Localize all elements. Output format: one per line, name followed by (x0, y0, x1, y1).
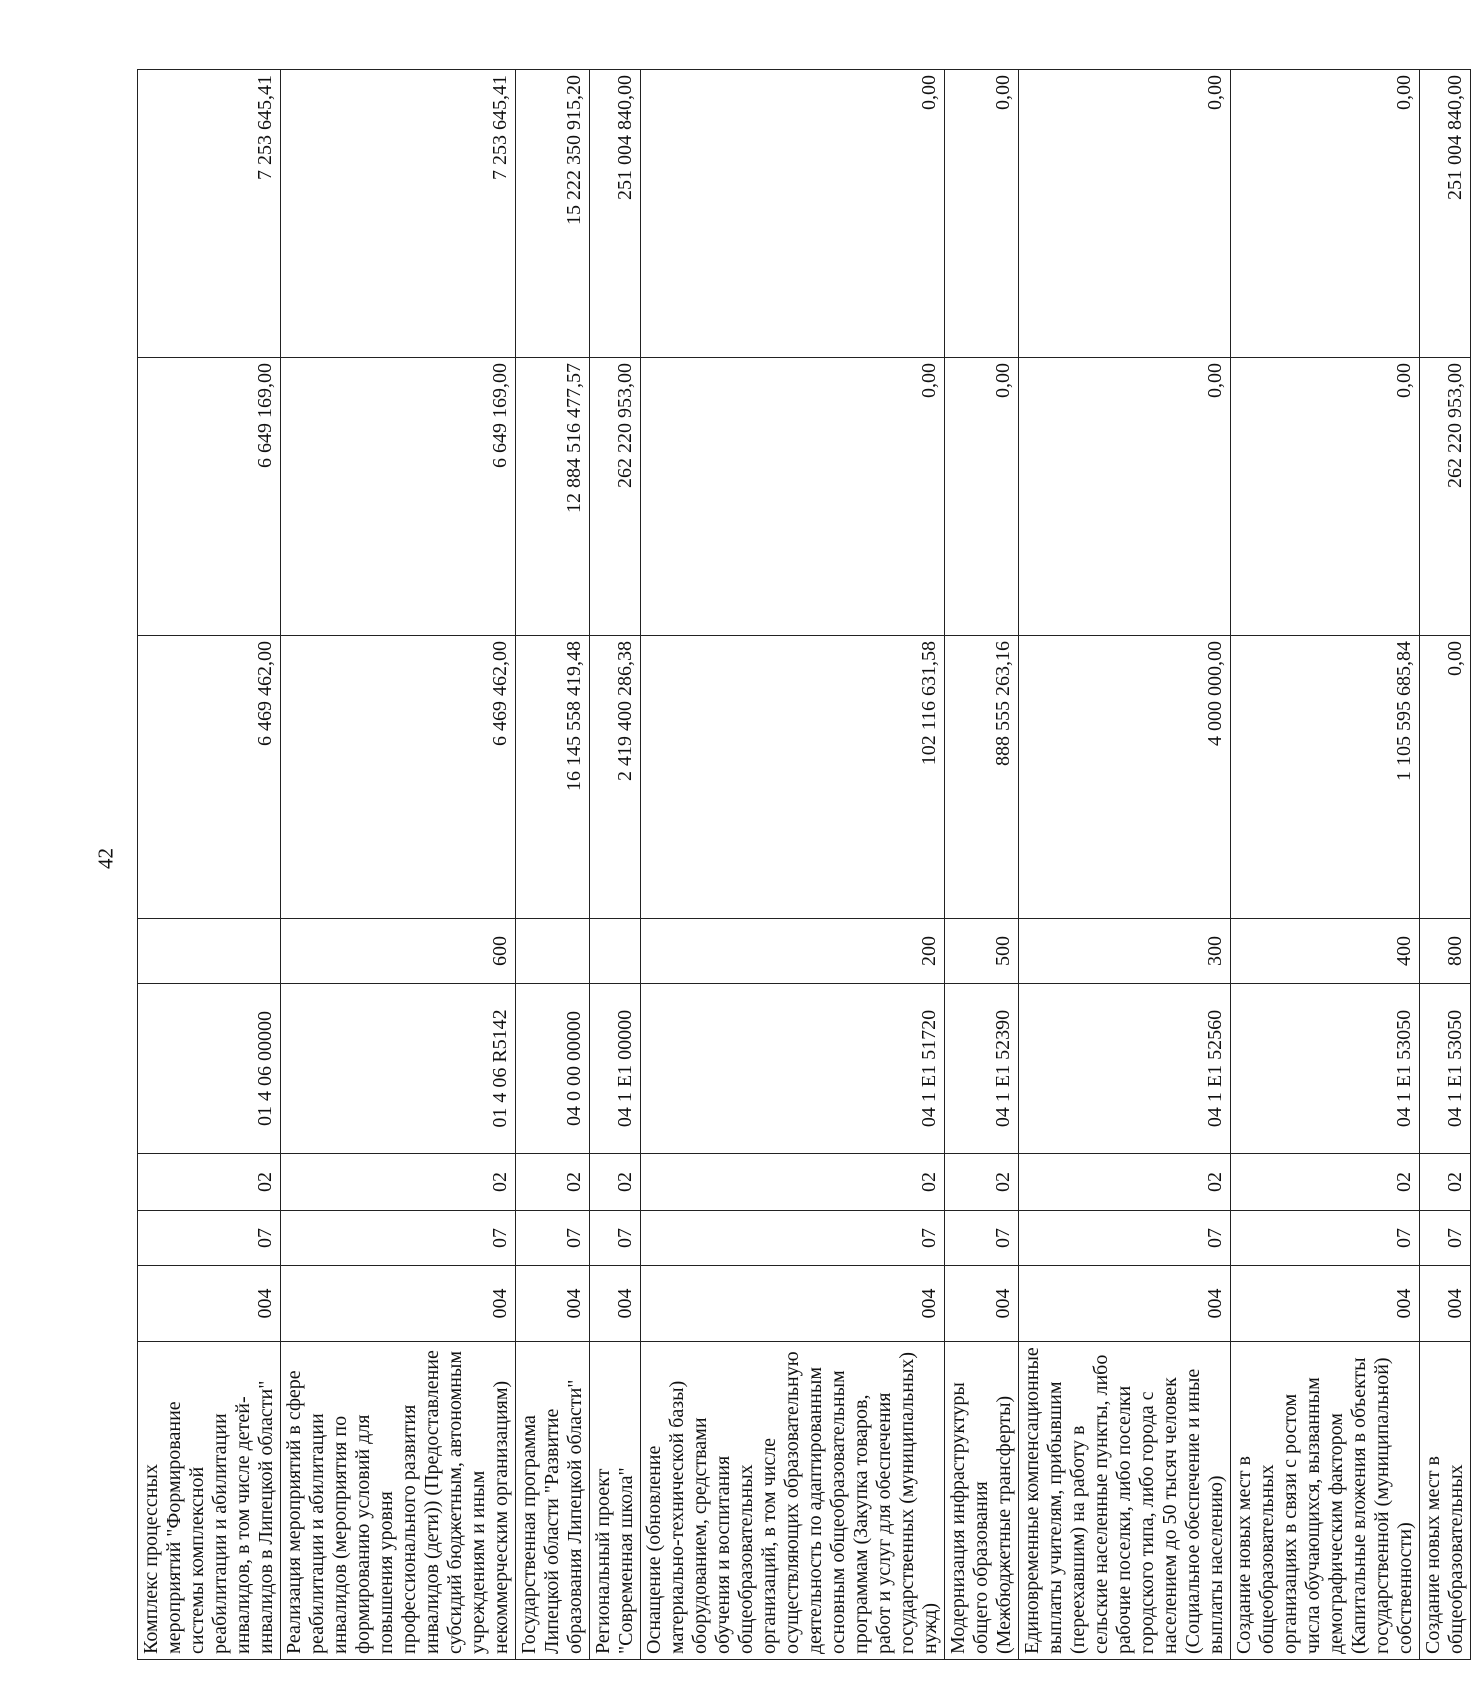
row-grbs: 004 (281, 1266, 516, 1342)
row-subsection: 02 (1019, 1154, 1231, 1211)
row-subsection: 02 (138, 1154, 281, 1211)
row-sum-1: 888 555 263,16 (945, 636, 1019, 919)
row-vr: 800 (1420, 919, 1471, 984)
row-vr: 500 (945, 919, 1019, 984)
row-target: 04 1 E1 52560 (1019, 984, 1231, 1154)
row-name: Модернизация инфраструктуры общего образования (Межбюджетные трансферты) (945, 1342, 1019, 1660)
table-row (138, 70, 281, 1660)
row-sum-1: 16 145 558 419,48 (516, 636, 590, 919)
table-row (1231, 70, 1420, 1660)
row-subsection: 02 (1420, 1154, 1471, 1211)
row-vr (516, 919, 590, 984)
row-target: 04 1 E1 53050 (1420, 984, 1471, 1154)
row-subsection: 02 (281, 1154, 516, 1211)
row-section: 07 (138, 1211, 281, 1266)
row-subsection: 02 (1231, 1154, 1420, 1211)
row-sum-1: 102 116 631,58 (641, 636, 945, 919)
row-grbs: 004 (138, 1266, 281, 1342)
row-name: Комплекс процессных мероприятий "Формирование системы комплексной реабилитации и абилитации инвалидов, в том числе детей-инвалидов в Липецкой области" (138, 1342, 281, 1660)
table-row (516, 70, 590, 1660)
row-vr: 600 (281, 919, 516, 984)
row-sum-2: 6 649 169,00 (281, 358, 516, 636)
row-vr: 300 (1019, 919, 1231, 984)
row-grbs: 004 (945, 1266, 1019, 1342)
row-vr (590, 919, 641, 984)
row-grbs: 004 (516, 1266, 590, 1342)
row-name: Региональный проект "Современная школа" (590, 1342, 641, 1660)
row-sum-1: 6 469 462,00 (138, 636, 281, 919)
row-sum-2: 262 220 953,00 (1420, 358, 1471, 636)
row-sum-3: 251 004 840,00 (1420, 70, 1471, 358)
row-grbs: 004 (1019, 1266, 1231, 1342)
row-subsection: 02 (945, 1154, 1019, 1211)
page-number: 42 (93, 848, 118, 869)
row-sum-2: 262 220 953,00 (590, 358, 641, 636)
row-name: Реализация мероприятий в сфере реабилитации и абилитации инвалидов (мероприятия по формированию условий для повышения уровня профессионального развития инвалидов (дети)) (Предоставление субсидий бюджетным, автономным учреждениям и иным некоммерческим организациям) (281, 1342, 516, 1660)
table-row (1420, 70, 1471, 1660)
table-row (590, 70, 641, 1660)
table-row (1019, 70, 1231, 1660)
row-sum-1: 0,00 (1420, 636, 1471, 919)
row-sum-3: 0,00 (945, 70, 1019, 358)
row-vr (138, 919, 281, 984)
row-sum-3: 15 222 350 915,20 (516, 70, 590, 358)
row-subsection: 02 (641, 1154, 945, 1211)
row-sum-3: 251 004 840,00 (590, 70, 641, 358)
row-grbs: 004 (1420, 1266, 1471, 1342)
table-row (945, 70, 1019, 1660)
row-sum-3: 7 253 645,41 (281, 70, 516, 358)
row-sum-1: 2 419 400 286,38 (590, 636, 641, 919)
row-section: 07 (516, 1211, 590, 1266)
row-grbs: 004 (1231, 1266, 1420, 1342)
row-sum-2: 0,00 (1231, 358, 1420, 636)
row-grbs: 004 (641, 1266, 945, 1342)
row-section: 07 (1019, 1211, 1231, 1266)
row-sum-1: 4 000 000,00 (1019, 636, 1231, 919)
row-subsection: 02 (516, 1154, 590, 1211)
row-target: 01 4 06 00000 (138, 984, 281, 1154)
table-row (281, 70, 516, 1660)
row-target: 04 1 E1 00000 (590, 984, 641, 1154)
row-section: 07 (1231, 1211, 1420, 1266)
row-section: 07 (590, 1211, 641, 1266)
row-name: Создание новых мест в общеобразовательных (1420, 1342, 1471, 1660)
row-sum-2: 0,00 (945, 358, 1019, 636)
row-target: 01 4 06 R5142 (281, 984, 516, 1154)
row-target: 04 1 E1 52390 (945, 984, 1019, 1154)
budget-table (137, 69, 1471, 1660)
table-row (641, 70, 945, 1660)
row-vr: 200 (641, 919, 945, 984)
row-sum-3: 7 253 645,41 (138, 70, 281, 358)
row-sum-2: 0,00 (1019, 358, 1231, 636)
row-subsection: 02 (590, 1154, 641, 1211)
row-sum-2: 6 649 169,00 (138, 358, 281, 636)
row-section: 07 (641, 1211, 945, 1266)
rotated-table-container (137, 70, 1467, 1660)
row-sum-1: 6 469 462,00 (281, 636, 516, 919)
row-section: 07 (945, 1211, 1019, 1266)
row-name: Создание новых мест в общеобразовательных организациях в связи с ростом числа обучающихся, вызванным демографическим фактором (Капитальные вложения в объекты государственной (муниципальной) собственности) (1231, 1342, 1420, 1660)
row-target: 04 1 E1 51720 (641, 984, 945, 1154)
row-name: Единовременные компенсационные выплаты учителям, прибывшим (переехавшим) на работу в сельские населенные пункты, либо рабочие поселки, либо поселки городского типа, либо города с населением до 50 тысяч человек (Социальное обеспечение и иные выплаты населению) (1019, 1342, 1231, 1660)
row-sum-3: 0,00 (641, 70, 945, 358)
row-section: 07 (281, 1211, 516, 1266)
row-section: 07 (1420, 1211, 1471, 1266)
row-sum-3: 0,00 (1019, 70, 1231, 358)
row-name: Оснащение (обновление материально-технической базы) оборудованием, средствами обучения и воспитания общеобразовательных организаций, в том числе осуществляющих образовательную деятельность по адаптированным основным общеобразовательным программам (Закупка товаров, работ и услуг для обеспечения государственных (муниципальных) нужд) (641, 1342, 945, 1660)
row-sum-2: 0,00 (641, 358, 945, 636)
row-sum-3: 0,00 (1231, 70, 1420, 358)
row-name: Государственная программа Липецкой области "Развитие образования Липецкой области" (516, 1342, 590, 1660)
row-vr: 400 (1231, 919, 1420, 984)
row-sum-2: 12 884 516 477,57 (516, 358, 590, 636)
row-target: 04 0 00 00000 (516, 984, 590, 1154)
row-grbs: 004 (590, 1266, 641, 1342)
row-target: 04 1 E1 53050 (1231, 984, 1420, 1154)
row-sum-1: 1 105 595 685,84 (1231, 636, 1420, 919)
